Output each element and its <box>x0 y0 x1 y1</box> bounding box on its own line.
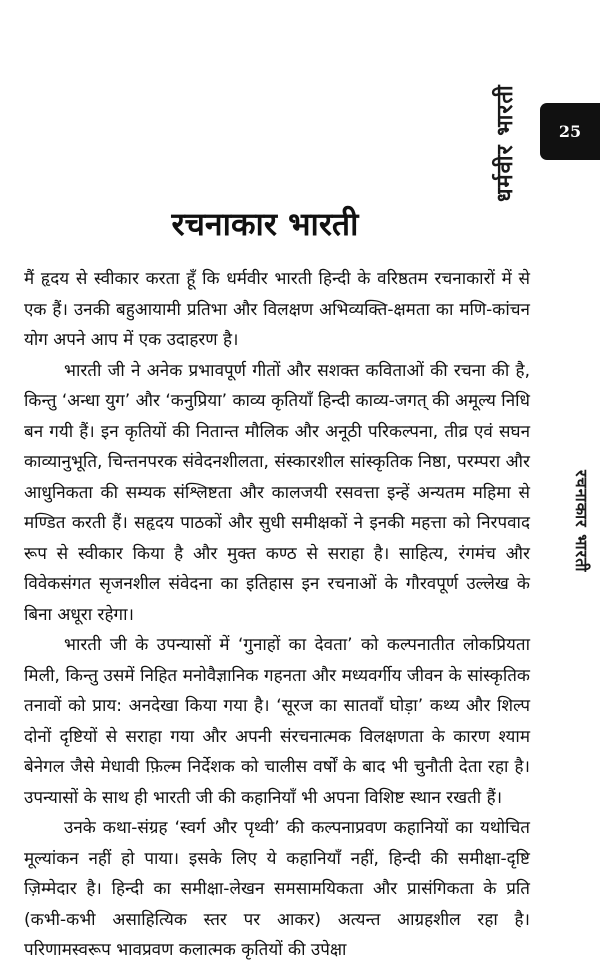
paragraph-1: मैं हृदय से स्वीकार करता हूँ कि धर्मवीर भारती हिन्दी के वरिष्ठतम रचनाकारों में से एक हैं। उनकी बहुआयामी प्रतिभा और विलक्षण अभिव्यक्ति-क्षमता का मणि-कांचन योग अपने आप में एक उदाहरण है। <box>24 269 530 350</box>
side-running-title-text: रचनाकार भारती <box>572 470 591 573</box>
page-number: 25 <box>558 122 582 141</box>
chapter-title: रचनाकार भारती <box>171 205 359 244</box>
paragraph-3: भारती जी के उपन्यासों में ‘गुनाहों का देवता’ को कल्पनातीत लोकप्रियता मिली, किन्तु उसमें निहित मनोवैज्ञानिक गहनता और मध्यवर्गीय जीवन के सांस्कृतिक तनावों को प्राय: अनदेखा किया गया है। ‘सूरज का सातवाँ घोड़ा’ कथ्य और शिल्प दोनों दृष्टियों से सराहा गया और अपनी संरचनात्मक विलक्षणता के कारण श्याम बेनेगल जैसे मेधावी फ़िल्म निर्देशक को चालीस वर्षों के बाद भी चुनौती देता रहा है। उपन्यासों के साथ ही भारती जी की कहानियाँ भी अपना विशिष्ट स्थान रखती हैं। <box>24 635 530 808</box>
paragraph-4: उनके कथा-संग्रह ‘स्वर्ग और पृथ्वी’ की कल्पनाप्रवण कहानियों का यथोचित मूल्यांकन नहीं हो पाया। इसके लिए ये कहानियाँ नहीं, हिन्दी की समीक्षा-दृष्टि ज़िम्मेदार है। हिन्दी का समीक्षा-लेखन समसामयिकता और प्रासंगिकता के प्रति (कभी-कभी असाहित्यिक स्तर पर आकर) अत्यन्त आग्रहशील रहा है। परिणामस्वरूप भावप्रवण कलात्मक कृतियों की उपेक्षा <box>24 818 530 960</box>
side-running-title <box>566 470 596 630</box>
body-text <box>24 264 530 966</box>
paragraph-2: भारती जी ने अनेक प्रभावपूर्ण गीतों और सशक्त कविताओं की रचना की है, किन्तु ‘अन्धा युग’ और ‘कनुप्रिया’ काव्य कृतियाँ हिन्दी काव्य-जगत् की अमूल्य निधि बन गयी हैं। इन कृतियों की नितान्त मौलिक और अनूठी परिकल्पना, तीव्र एवं सघन काव्यानुभूति, चिन्तनपरक संवेदनशीलता, संस्कारशील सांस्कृतिक निष्ठा, परम्परा और आधुनिकता की सम्यक संश्लिष्टता और कालजयी रसवत्ता इन्हें अन्यतम महिमा से मण्डित करती हैं। सहृदय पाठकों और सुधी समीक्षकों ने इनकी महत्ता को निरपवाद रूप से स्वीकार किया है और मुक्त कण्ठ से सराहा है। साहित्य, रंगमंच और विवेकसंगत सृजनशील संवेदना का इतिहास इन रचनाओं के गौरवपूर्ण उल्लेख के बिना अधूरा रहेगा। <box>24 360 530 625</box>
running-header-author <box>478 52 534 202</box>
author-name: धर्मवीर भारती <box>493 84 518 202</box>
page-number-tab <box>540 103 600 160</box>
